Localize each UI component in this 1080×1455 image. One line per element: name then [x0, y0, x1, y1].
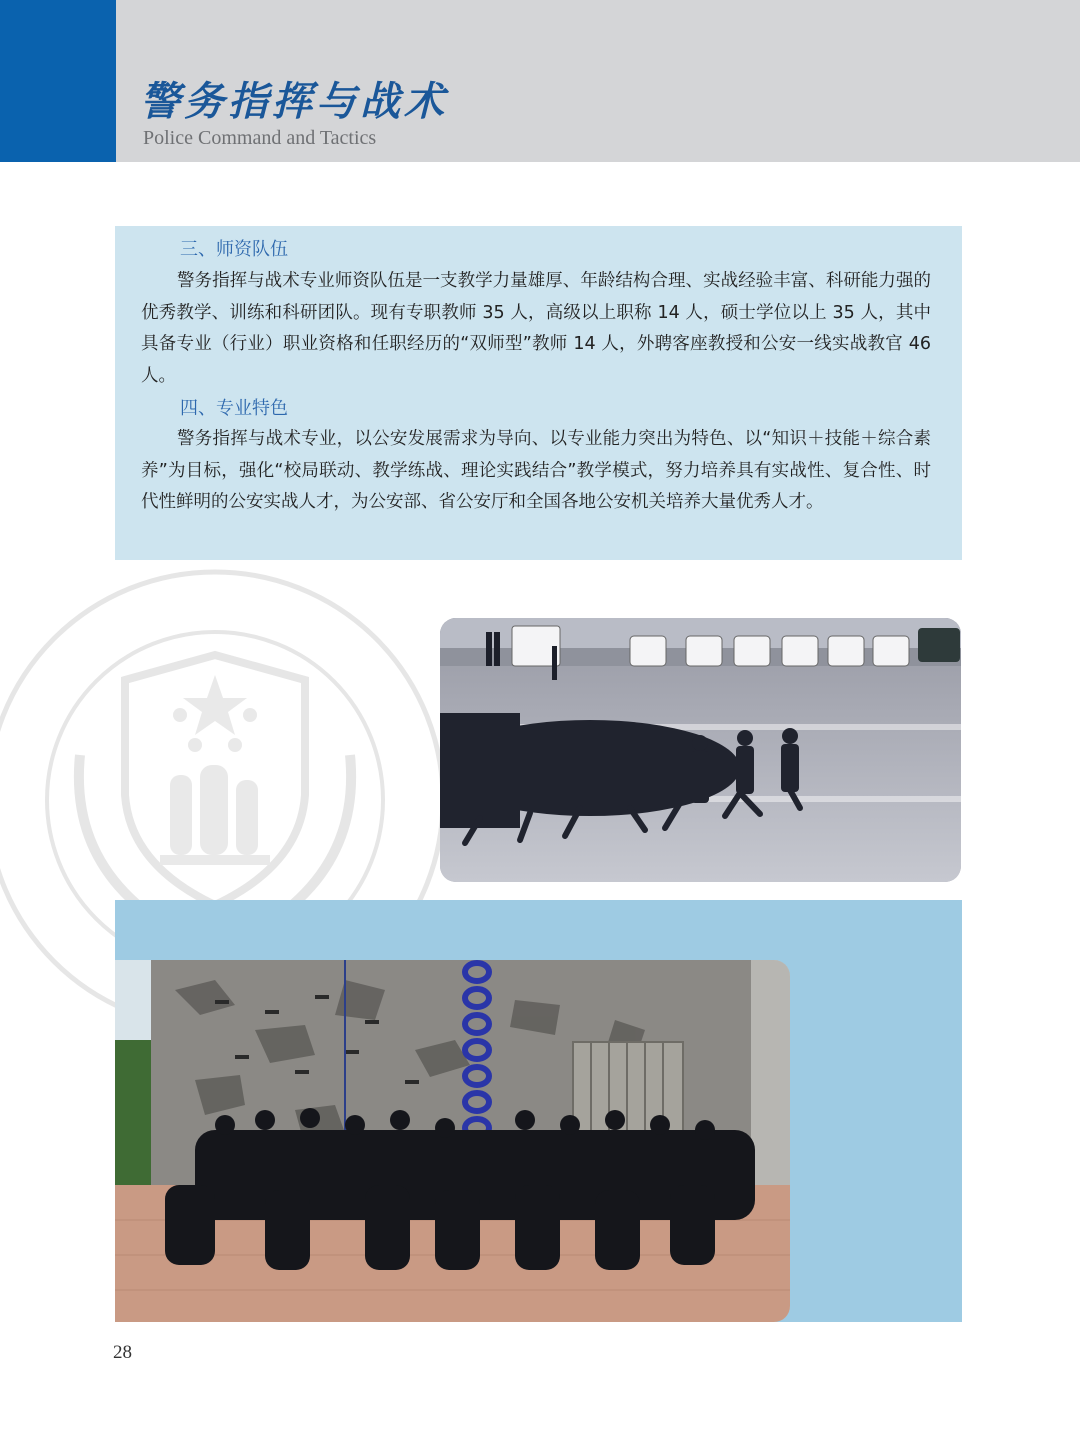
section-body-features: 警务指挥与战术专业，以公安发展需求为导向、以专业能力突出为特色、以“知识＋技能＋综合素养”为目标，强化“校局联动、教学练战、理论实践结合”教学模式，努力培养具有实战性、复合性、时代性鲜明的公安实战人才，为公安部、省公安厅和全国各地公安机关培养大量优秀人才。: [141, 429, 931, 513]
page-title-english: Police Command and Tactics: [143, 127, 377, 149]
page-title-chinese: 警务指挥与战术: [140, 78, 448, 125]
section-heading-features: 四、专业特色: [180, 398, 288, 419]
tactical-team-group-photo: [115, 960, 790, 1322]
section-body-faculty: 警务指挥与战术专业师资队伍是一支教学力量雄厚、年龄结构合理、实战经验丰富、科研能力强的优秀教学、训练和科研团队。现有专职教师 35 人，高级以上职称 14 人，硕士学位以上 35 人，其中具备专业（行业）职业资格和任职经历的“双师型”教师 14 人，外聘客座教授和公安一线实战教官 46 人。: [141, 271, 931, 387]
header-accent-block: [0, 0, 116, 162]
section-heading-faculty: 三、师资队伍: [180, 239, 288, 260]
page-number: 28: [113, 1342, 132, 1363]
formation-drill-photo: [440, 618, 961, 882]
